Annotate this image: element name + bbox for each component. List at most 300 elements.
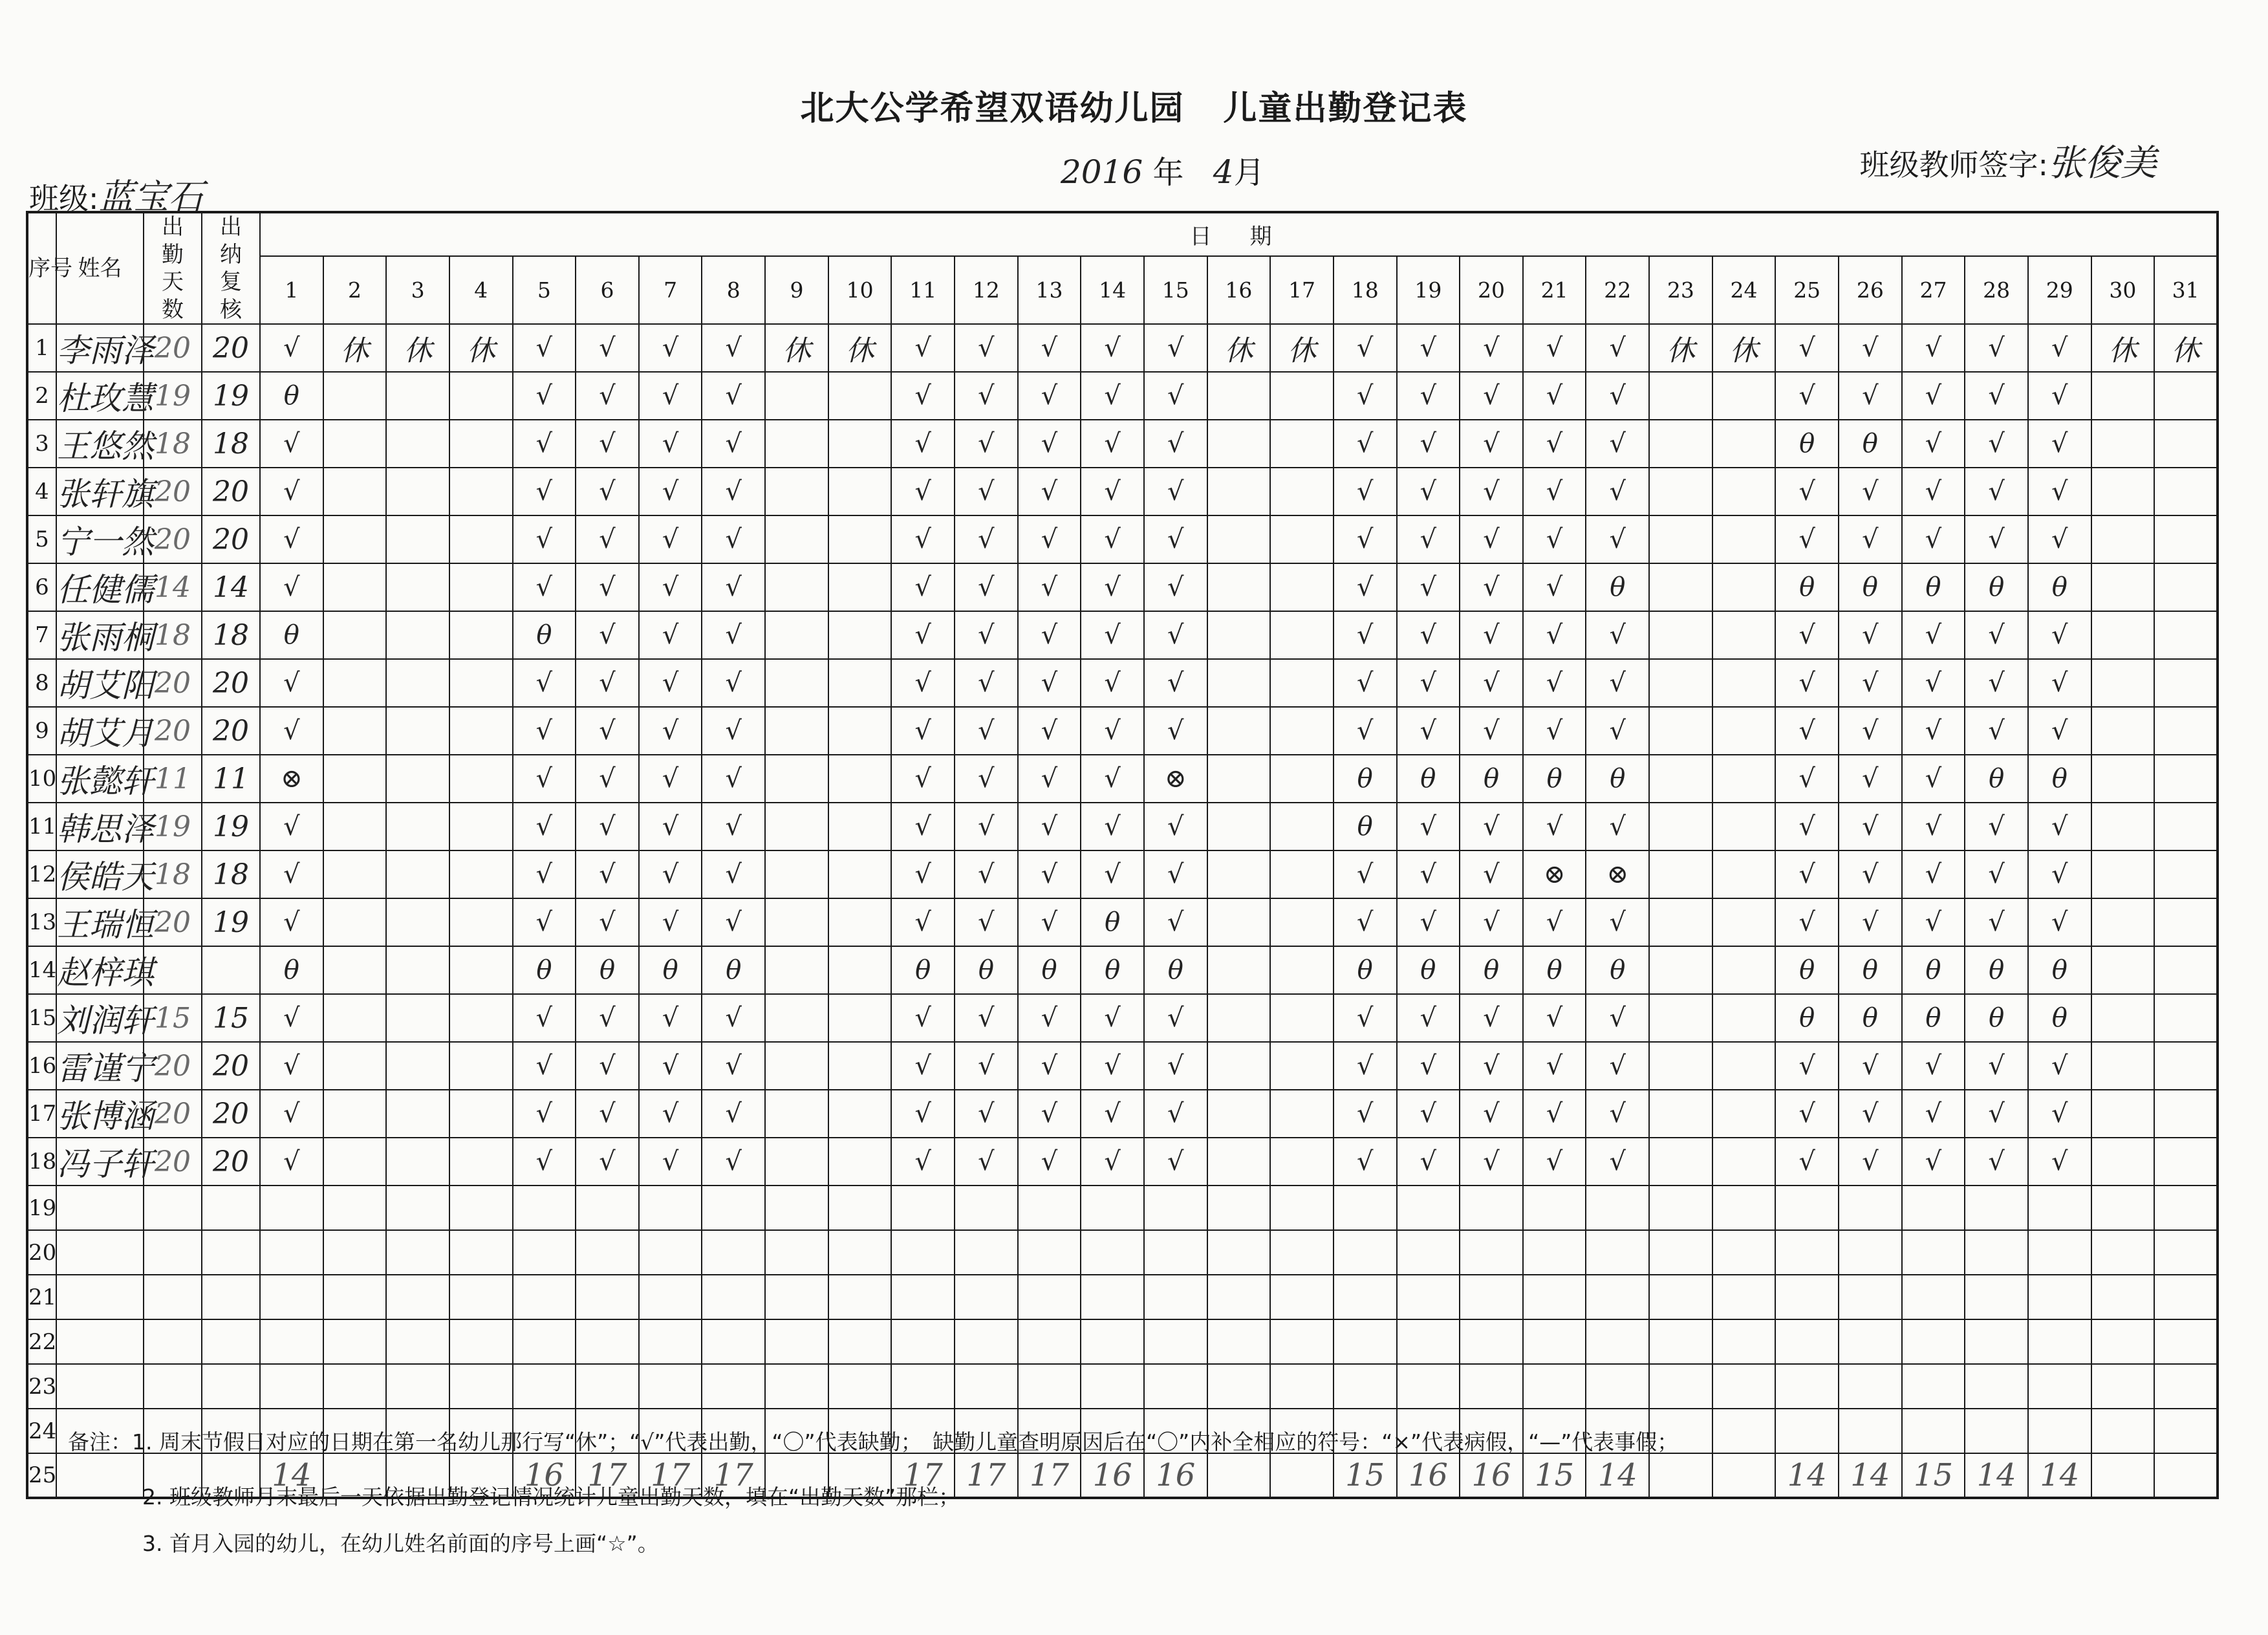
attendance-mark [323,803,387,850]
attendance-mark: √ [955,611,1018,659]
attendance-mark: √ [1775,1138,1839,1186]
attendance-mark: θ [1965,946,2028,994]
attendance-mark: θ [1397,946,1460,994]
attendance-mark: √ [1523,324,1586,372]
attend-days-cell: 18 [144,420,202,468]
review-cell [202,1319,260,1364]
attend-days-cell: 20 [144,468,202,515]
day-header: 30 [2091,256,2155,324]
attendance-mark: √ [1397,994,1460,1042]
attendance-mark [323,468,387,515]
attendance-mark [828,659,892,707]
attendance-mark [2154,1364,2218,1409]
row-seq: 11 [27,803,56,850]
attendance-mark [386,1275,449,1319]
attendance-mark: √ [891,563,955,611]
attendance-mark: √ [1018,707,1081,755]
day-header: 10 [828,256,892,324]
attendance-mark: √ [891,372,955,420]
attendance-mark: θ [1460,755,1523,803]
day-header: 5 [513,256,576,324]
attendance-mark: √ [1397,1138,1460,1186]
attendance-mark [1712,1230,1776,1275]
attendance-mark: √ [639,372,702,420]
attendance-mark: √ [1081,994,1144,1042]
attendance-mark [891,1186,955,1230]
attendance-mark: √ [1839,850,1902,898]
child-name: 张懿轩 [56,755,144,803]
attendance-mark [2091,994,2155,1042]
attendance-mark [639,1364,702,1409]
attendance-mark: √ [1775,850,1839,898]
attendance-mark [1712,611,1776,659]
attendance-mark: √ [1334,468,1397,515]
attendance-mark: √ [891,468,955,515]
attendance-mark [1712,563,1776,611]
attendance-mark: √ [1334,898,1397,946]
attendance-mark: √ [702,707,765,755]
attendance-mark: √ [513,850,576,898]
attendance-mark: √ [1523,372,1586,420]
attendance-mark: √ [513,468,576,515]
attendance-mark: √ [2028,1138,2091,1186]
attendance-mark [2091,850,2155,898]
attendance-mark [1144,1319,1207,1364]
attendance-mark: √ [1965,515,2028,563]
review-cell: 20 [202,1042,260,1090]
attendance-mark: √ [1523,420,1586,468]
attendance-mark: √ [1334,372,1397,420]
attendance-mark: √ [1523,515,1586,563]
attendance-mark [449,898,513,946]
attendance-mark [765,1319,828,1364]
attendance-mark: √ [2028,515,2091,563]
attendance-mark: √ [260,1042,323,1090]
attendance-mark: √ [1081,1042,1144,1090]
attendance-mark: √ [1839,755,1902,803]
note-line-2: 2. 班级教师月末最后一天依据出勤登记情况统计儿童出勤天数，填在“出勤天数”那栏； [142,1484,960,1510]
header-row-days [27,256,2218,324]
attendance-mark [702,1319,765,1364]
review-cell: 19 [202,898,260,946]
attendance-mark: √ [1523,468,1586,515]
attendance-mark: √ [260,803,323,850]
attendance-mark: √ [1902,468,1965,515]
attendance-mark [1839,1275,1902,1319]
attendance-mark [1460,1275,1523,1319]
attendance-mark: √ [1018,803,1081,850]
attendance-mark: √ [1081,1090,1144,1138]
attendance-mark: θ [1965,994,2028,1042]
attendance-mark [323,659,387,707]
attendance-mark: √ [1965,1042,2028,1090]
day-header: 4 [449,256,513,324]
attendance-mark: √ [1965,850,2028,898]
attendance-mark [828,1275,892,1319]
day-header: 27 [1902,256,1965,324]
attendance-mark [1649,994,1712,1042]
attendance-mark: √ [1018,659,1081,707]
attendance-mark [1649,755,1712,803]
attendance-mark: √ [1775,468,1839,515]
daily-total-cell: 14 [1839,1453,1902,1498]
row-seq: 7 [27,611,56,659]
attendance-mark: 休 [323,324,387,372]
attendance-mark: √ [1460,563,1523,611]
attendance-mark [1649,611,1712,659]
attendance-mark: √ [1965,1138,2028,1186]
day-header: 6 [576,256,639,324]
attendance-mark: θ [1586,563,1649,611]
attendance-mark: √ [1523,611,1586,659]
table-row [27,1090,2218,1138]
review-cell: 18 [202,420,260,468]
attendance-mark [1712,707,1776,755]
attendance-mark [1270,372,1334,420]
attendance-mark [323,1319,387,1364]
attendance-mark: √ [1965,324,2028,372]
attendance-mark: √ [1018,468,1081,515]
day-header: 1 [260,256,323,324]
attendance-mark [1397,1230,1460,1275]
attendance-mark [828,707,892,755]
attendance-mark: √ [1965,803,2028,850]
attendance-mark [1018,1275,1081,1319]
attendance-mark [1839,1230,1902,1275]
day-header: 28 [1965,256,2028,324]
attendance-mark [828,994,892,1042]
attendance-mark [1334,1319,1397,1364]
attendance-mark [828,1042,892,1090]
child-name: 刘润轩 [56,994,144,1042]
attendance-mark: θ [1902,563,1965,611]
child-name: 王瑞恒 [56,898,144,946]
attendance-mark: √ [955,468,1018,515]
row-seq: 22 [27,1319,56,1364]
child-name [56,1230,144,1275]
attendance-mark [1965,1409,2028,1453]
attendance-mark: √ [513,994,576,1042]
attendance-mark: √ [702,1138,765,1186]
attendance-mark: √ [2028,372,2091,420]
attendance-mark: √ [1081,611,1144,659]
attendance-mark: θ [1334,803,1397,850]
attendance-mark: √ [1839,468,1902,515]
child-name [56,1453,144,1498]
attendance-mark: 休 [2091,324,2155,372]
attendance-mark: √ [1018,611,1081,659]
attendance-mark: √ [1334,850,1397,898]
attendance-mark [955,1186,1018,1230]
attendance-mark [1334,1230,1397,1275]
daily-total-cell: 14 [1965,1453,2028,1498]
attendance-mark: θ [1523,755,1586,803]
attendance-mark [1586,1230,1649,1275]
attendance-mark [1270,1319,1334,1364]
attendance-mark [639,1319,702,1364]
attendance-mark: θ [1775,994,1839,1042]
attendance-mark: √ [1334,563,1397,611]
row-seq: 18 [27,1138,56,1186]
attendance-mark [1270,755,1334,803]
attendance-mark [449,850,513,898]
attendance-mark: √ [1144,468,1207,515]
attendance-mark: θ [1460,946,1523,994]
attendance-mark [2154,850,2218,898]
table-row [27,372,2218,420]
teacher-label: 班级教师签字: [1859,147,2048,182]
attendance-mark [2154,1275,2218,1319]
attendance-mark: √ [1460,324,1523,372]
attendance-mark: √ [1460,611,1523,659]
review-cell [202,946,260,994]
attendance-mark [449,611,513,659]
attendance-mark [449,515,513,563]
attendance-mark [513,1364,576,1409]
day-header: 12 [955,256,1018,324]
attendance-mark [2028,1275,2091,1319]
attendance-mark: √ [1018,1138,1081,1186]
attendance-mark: √ [1334,420,1397,468]
day-header: 20 [1460,256,1523,324]
attendance-mark: √ [639,803,702,850]
day-header: 19 [1397,256,1460,324]
attendance-mark [386,1042,449,1090]
attendance-mark: √ [1775,515,1839,563]
attendance-mark [1144,1364,1207,1409]
attendance-mark [386,850,449,898]
attendance-mark [513,1230,576,1275]
attendance-mark [513,1319,576,1364]
attendance-mark: θ [1775,563,1839,611]
attendance-mark: √ [1334,707,1397,755]
review-cell: 20 [202,324,260,372]
attendance-mark: √ [1775,372,1839,420]
attendance-mark: √ [1460,420,1523,468]
attendance-mark: √ [2028,707,2091,755]
attendance-mark: √ [1081,324,1144,372]
row-seq: 16 [27,1042,56,1090]
school-name: 北大公学希望双语幼儿园 [800,89,1185,128]
attendance-mark: θ [702,946,765,994]
attendance-mark: √ [1144,659,1207,707]
attendance-mark: √ [1902,659,1965,707]
attendance-mark [1270,803,1334,850]
attendance-mark: √ [639,755,702,803]
day-header: 14 [1081,256,1144,324]
attendance-mark: √ [639,611,702,659]
attendance-mark [1207,1275,1271,1319]
row-seq: 10 [27,755,56,803]
row-seq: 9 [27,707,56,755]
attendance-mark: θ [576,946,639,994]
attendance-mark [702,1186,765,1230]
teacher-sign-field [1860,135,2157,186]
attendance-mark: √ [260,324,323,372]
child-name: 张雨桐 [56,611,144,659]
attendance-mark: √ [1523,1138,1586,1186]
attendance-mark [1712,1090,1776,1138]
attendance-mark: √ [1397,420,1460,468]
attendance-mark [2154,803,2218,850]
attendance-mark: θ [891,946,955,994]
table-row [27,1275,2218,1319]
attendance-mark: √ [891,803,955,850]
attendance-mark [1207,515,1271,563]
attendance-mark: √ [1839,324,1902,372]
attend-days-cell [144,1275,202,1319]
attendance-mark: √ [576,850,639,898]
attendance-mark: √ [513,515,576,563]
attend-days-cell: 20 [144,515,202,563]
attendance-mark: √ [1775,1042,1839,1090]
attendance-mark [386,1138,449,1186]
attendance-mark [1081,1230,1144,1275]
attend-days-cell: 20 [144,659,202,707]
attendance-mark: √ [1144,898,1207,946]
daily-total-cell: 16 [1081,1453,1144,1498]
attendance-mark: √ [639,1138,702,1186]
table-row [27,1186,2218,1230]
attendance-mark [1207,1230,1271,1275]
attendance-mark: √ [1839,1138,1902,1186]
attendance-mark: √ [1775,611,1839,659]
attendance-mark [2091,1409,2155,1453]
attendance-mark [386,994,449,1042]
daily-total-cell: 17 [1018,1453,1081,1498]
attendance-mark [260,1230,323,1275]
attendance-mark: √ [1397,515,1460,563]
attendance-mark: √ [1839,1090,1902,1138]
attendance-mark [828,420,892,468]
attendance-mark [1712,1275,1776,1319]
form-title [0,81,2268,129]
attendance-mark [2091,1186,2155,1230]
daily-total-cell: 17 [639,1453,702,1498]
attendance-mark [1460,1230,1523,1275]
attendance-mark [1207,994,1271,1042]
row-seq: 5 [27,515,56,563]
attendance-mark: √ [576,1138,639,1186]
attendance-mark [1649,1364,1712,1409]
attendance-mark [1586,1364,1649,1409]
attendance-mark [1270,1275,1334,1319]
attendance-mark: √ [1775,803,1839,850]
attendance-mark [1018,1186,1081,1230]
attendance-mark: √ [1902,850,1965,898]
attendance-mark: √ [891,1090,955,1138]
attendance-mark [1270,850,1334,898]
attendance-mark [2154,898,2218,946]
child-name [56,1186,144,1230]
attendance-mark [323,515,387,563]
attendance-mark: √ [955,1042,1018,1090]
child-name [56,1275,144,1319]
attendance-mark [1018,1364,1081,1409]
attendance-mark [828,803,892,850]
attendance-mark [386,563,449,611]
attendance-mark: √ [891,1138,955,1186]
attendance-mark: √ [1523,898,1586,946]
attendance-mark [1586,1319,1649,1364]
attendance-mark [1649,1186,1712,1230]
attendance-mark: √ [702,468,765,515]
review-cell: 20 [202,468,260,515]
day-header: 2 [323,256,387,324]
attendance-mark: √ [1144,420,1207,468]
attendance-mark [449,1186,513,1230]
attendance-mark: √ [1775,755,1839,803]
attendance-mark: √ [1460,1138,1523,1186]
attendance-mark: θ [955,946,1018,994]
attendance-mark: √ [955,850,1018,898]
attendance-mark: √ [576,468,639,515]
day-header: 21 [1523,256,1586,324]
attendance-mark [449,659,513,707]
attendance-mark: √ [955,898,1018,946]
attendance-mark: √ [1902,898,1965,946]
row-seq: 14 [27,946,56,994]
attendance-mark: √ [891,611,955,659]
review-cell: 18 [202,611,260,659]
review-cell [202,1275,260,1319]
attendance-mark [1270,1364,1334,1409]
attendance-mark [1902,1186,1965,1230]
table-row [27,1364,2218,1409]
attendance-mark [765,1090,828,1138]
attendance-mark: √ [1144,515,1207,563]
attendance-mark [2091,659,2155,707]
day-header: 8 [702,256,765,324]
year-value: 2016 [1061,153,1143,191]
attendance-mark [260,1275,323,1319]
attendance-mark [1649,1230,1712,1275]
attendance-mark [1207,372,1271,420]
attendance-mark [1207,611,1271,659]
attendance-mark: θ [1397,755,1460,803]
attendance-mark [765,372,828,420]
attendance-mark [1712,898,1776,946]
attendance-mark [386,1186,449,1230]
attendance-mark: √ [1144,994,1207,1042]
attendance-mark: 休 [1270,324,1334,372]
day-header: 17 [1270,256,1334,324]
attendance-mark: √ [1586,515,1649,563]
attendance-mark: θ [1902,994,1965,1042]
attend-days-cell: 20 [144,898,202,946]
child-name: 宁一然 [56,515,144,563]
attendance-mark [1839,1319,1902,1364]
attendance-mark: √ [1839,515,1902,563]
attendance-mark [1334,1275,1397,1319]
month-unit: 月 [1233,155,1265,191]
attendance-mark [2154,1090,2218,1138]
review-cell: 18 [202,850,260,898]
attendance-mark [260,1364,323,1409]
attendance-mark: √ [639,707,702,755]
attendance-mark [765,659,828,707]
attendance-mark: √ [260,659,323,707]
attendance-mark [323,1275,387,1319]
attendance-mark: 休 [828,324,892,372]
attendance-mark [449,755,513,803]
attendance-mark [323,850,387,898]
attendance-mark: √ [891,994,955,1042]
row-seq: 24 [27,1409,56,1453]
attendance-mark [386,468,449,515]
attendance-mark: θ [2028,946,2091,994]
note-line-3: 3. 首月入园的幼儿，在幼儿姓名前面的序号上画“☆”。 [142,1531,659,1556]
